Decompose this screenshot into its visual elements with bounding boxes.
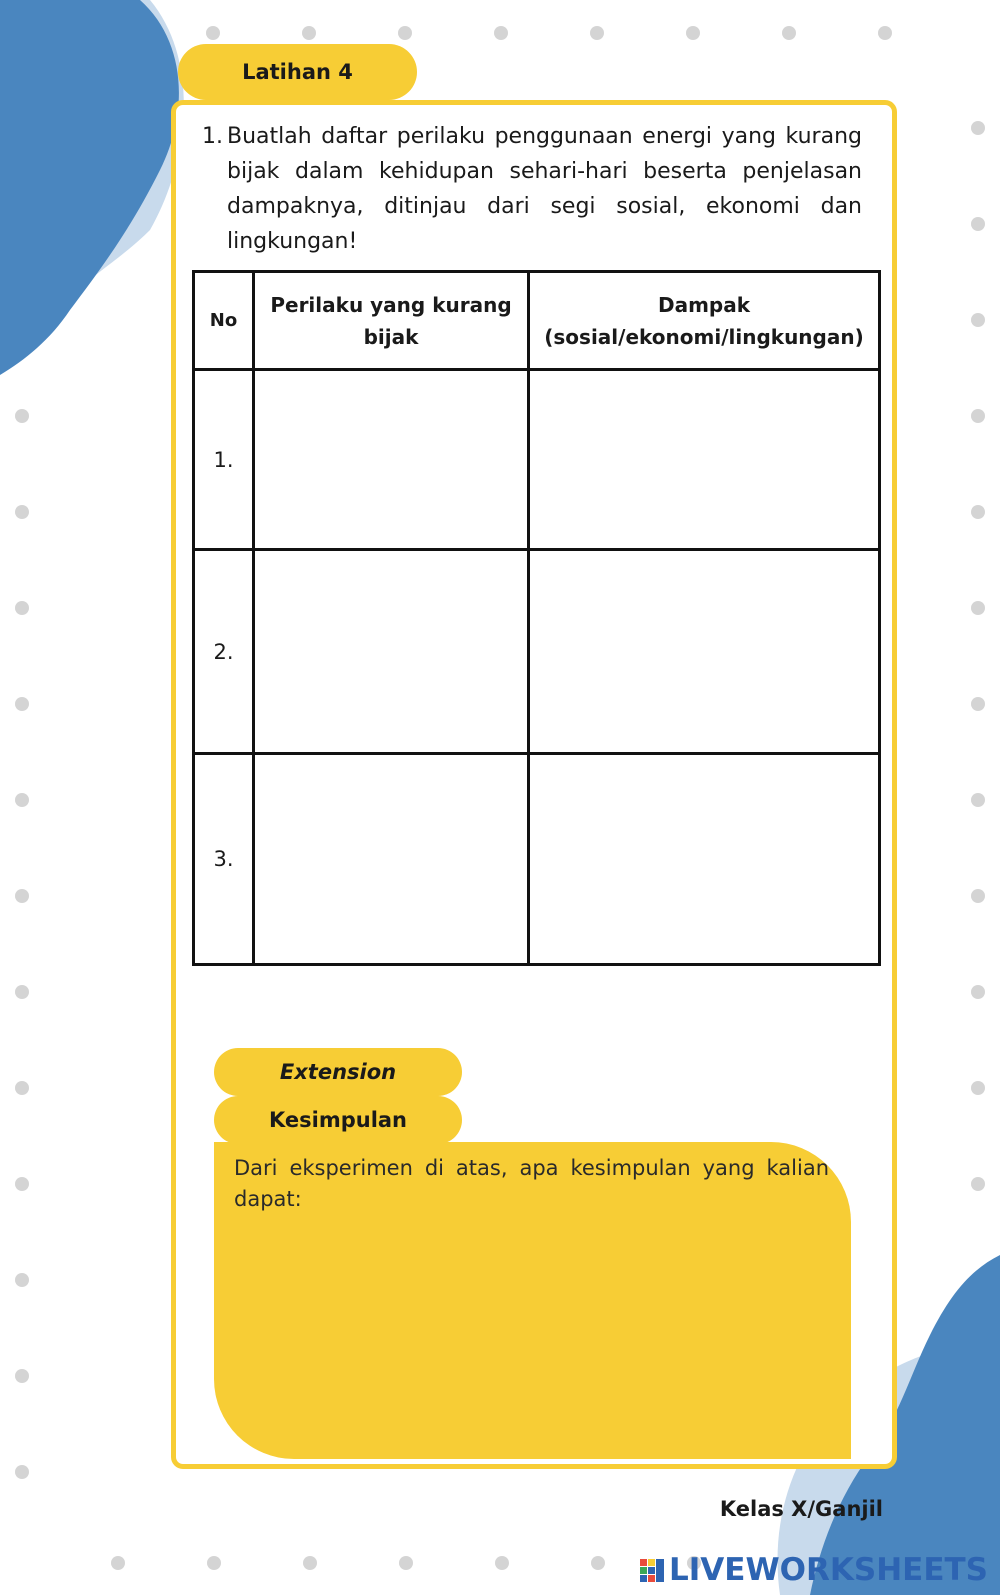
decorative-dot: [398, 26, 412, 40]
decorative-dot: [15, 1081, 29, 1095]
decorative-dot: [206, 26, 220, 40]
decorative-dot: [111, 1556, 125, 1570]
decorative-dot: [15, 1369, 29, 1383]
decorative-dot: [971, 889, 985, 903]
decorative-dot: [15, 697, 29, 711]
brand-logo[interactable]: [639, 1552, 988, 1588]
liveworksheets-icon: [639, 1557, 665, 1583]
decorative-dot: [971, 601, 985, 615]
row-number: 1.: [194, 370, 254, 550]
header-behavior: Perilaku yang kurang bijak: [254, 272, 529, 370]
decorative-dot: [971, 793, 985, 807]
decorative-dot: [15, 793, 29, 807]
table-row: [194, 370, 880, 550]
class-label: Kelas X/Ganjil: [719, 1497, 883, 1521]
decorative-dot: [971, 313, 985, 327]
question-text: Buatlah daftar perilaku penggunaan energi yang kurang bijak dalam kehidupan sehari-hari beserta penjelasan dampaknya, ditinjau dari segi sosial, ekonomi dan lingkungan!: [227, 124, 862, 254]
header-impact: [529, 272, 880, 370]
decorative-blob-top-left: [0, 0, 190, 380]
impact-cell[interactable]: [529, 754, 880, 965]
decorative-dot: [591, 1556, 605, 1570]
decorative-dot: [207, 1556, 221, 1570]
question-item: [202, 119, 862, 259]
header-impact-title: Dampak: [657, 292, 751, 317]
table-row: [194, 550, 880, 754]
impact-cell[interactable]: [529, 550, 880, 754]
decorative-dot: [15, 505, 29, 519]
decorative-dot: [971, 1177, 985, 1191]
exercise-tab: Latihan 4: [178, 44, 417, 100]
decorative-dot: [15, 1465, 29, 1479]
answer-table: [192, 270, 881, 966]
decorative-dot: [686, 26, 700, 40]
decorative-dot: [971, 121, 985, 135]
header-impact-subtitle: (sosial/ekonomi/lingkungan): [544, 324, 864, 349]
decorative-dot: [878, 26, 892, 40]
decorative-dot: [303, 1556, 317, 1570]
decorative-dot: [495, 1556, 509, 1570]
decorative-dot: [15, 889, 29, 903]
behavior-cell[interactable]: [254, 754, 529, 965]
decorative-dot: [399, 1556, 413, 1570]
behavior-cell[interactable]: [254, 550, 529, 754]
decorative-dot: [971, 985, 985, 999]
conclusion-tab: Kesimpulan: [214, 1096, 462, 1144]
decorative-dot: [971, 409, 985, 423]
decorative-dot: [15, 1177, 29, 1191]
impact-cell[interactable]: [529, 370, 880, 550]
decorative-dot: [15, 601, 29, 615]
header-no: No: [194, 272, 254, 370]
brand-name: LIVEWORKSHEETS: [669, 1552, 988, 1588]
behavior-cell[interactable]: [254, 370, 529, 550]
decorative-dot: [15, 985, 29, 999]
extension-tab: Extension: [214, 1048, 462, 1096]
decorative-dot: [15, 409, 29, 423]
decorative-dot: [590, 26, 604, 40]
decorative-dot: [971, 505, 985, 519]
decorative-dot: [971, 697, 985, 711]
decorative-dot: [302, 26, 316, 40]
decorative-dot: [971, 217, 985, 231]
table-header-row: [194, 272, 880, 370]
decorative-dot: [494, 26, 508, 40]
row-number: 2.: [194, 550, 254, 754]
decorative-dot: [15, 1273, 29, 1287]
decorative-dot: [782, 26, 796, 40]
conclusion-prompt: Dari eksperimen di atas, apa kesimpulan yang kalian dapat:: [234, 1156, 829, 1211]
row-number: 3.: [194, 754, 254, 965]
table-row: [194, 754, 880, 965]
decorative-dot: [971, 1081, 985, 1095]
question-number: 1.: [202, 124, 223, 149]
